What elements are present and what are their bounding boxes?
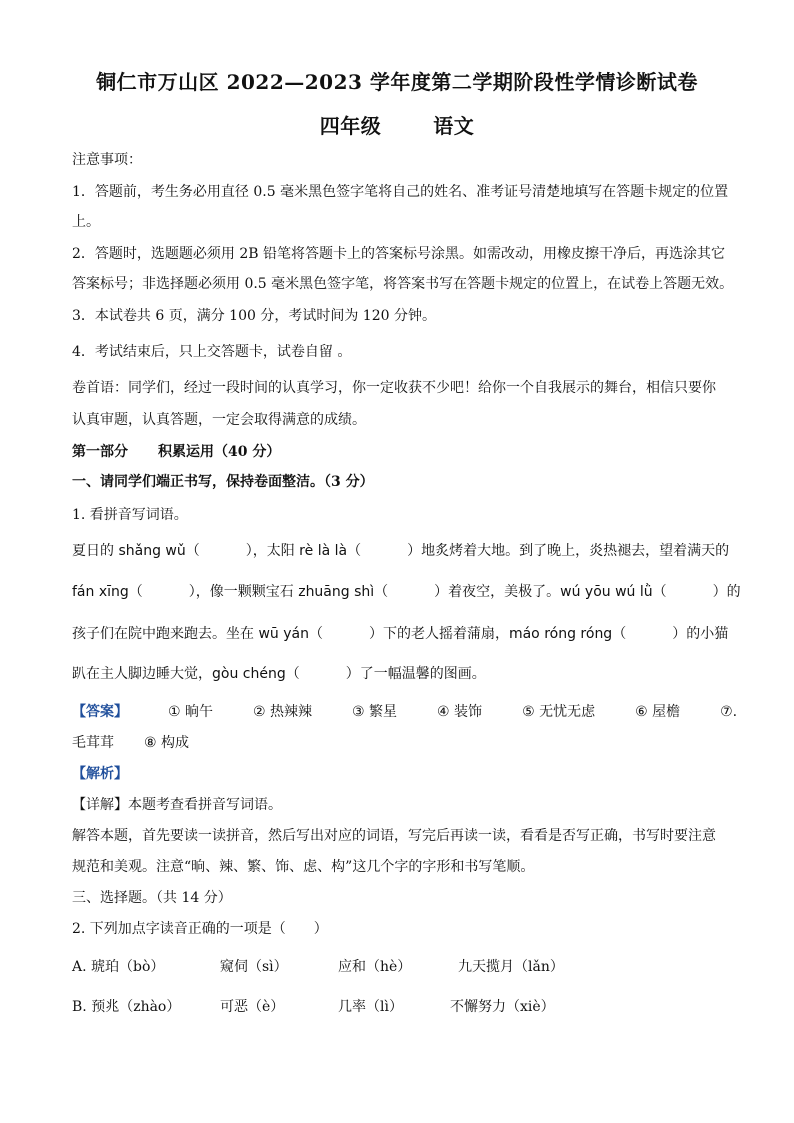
q1-text: ）的 (712, 584, 741, 600)
section1-heading: 一、请同学们端正书写，保持卷面整洁。（3 分） (72, 474, 374, 490)
q2-option-a (72, 957, 734, 977)
q1-text: 夏日的 shǎng wǔ（ (72, 543, 200, 559)
q1-text: ），像一颗颗宝石 zhuāng shì（ (188, 584, 389, 600)
q2-stem: 2. 下列加点字读音正确的一项是（ ） (72, 921, 328, 937)
q1-stem: 1. 看拼音写词语。 (72, 507, 188, 523)
option-a-word-2: 窥伺（sì） (220, 959, 288, 975)
detail-label: 【详解】 (72, 797, 128, 813)
answer-label: 【答案】 (72, 704, 128, 720)
option-b-word-2: 可恶（è） (220, 999, 285, 1015)
q1-text: ）着夜空，美极了。wú yōu wú lǜ（ (434, 584, 667, 600)
analysis-line-1: 解答本题，首先要读一读拼音，然后写出对应的词语，写完后再读一读，看看是否写正确，书写时要注意 (72, 828, 716, 844)
notice-item-2a: 2．答题时，选题题必须用 2B 铅笔将答题卡上的答案标号涂黑。如需改动，用橡皮擦干净后，再选涂其它 (72, 246, 726, 262)
q1-text: 趴在主人脚边睡大觉，gòu chéng（ (72, 666, 300, 682)
q1-paragraph-line-4 (72, 664, 734, 684)
preface-line-2: 认真审题，认真答题，一定会取得满意的成绩。 (72, 412, 366, 428)
notice-item-1b: 上。 (72, 214, 100, 230)
part1-name: 积累运用（40 分） (158, 444, 281, 460)
answer-item-7: ⑦. (720, 704, 738, 720)
option-a-word-4: 九天揽月（lǎn） (458, 959, 564, 975)
grade-label: 四年级 (319, 114, 382, 138)
exam-title: 铜仁市万山区 2022—2023 学年度第二学期阶段性学情诊断试卷 (96, 70, 698, 94)
q1-text: ）地炙烤着大地。到了晚上，炎热褪去，望着满天的 (407, 543, 730, 559)
option-b-word-1: B. 预兆（zhào） (72, 999, 181, 1015)
part1-heading (72, 442, 734, 462)
answer-item-5: ⑤ 无忧无虑 (522, 704, 596, 720)
q1-text: fán xīng（ (72, 584, 143, 600)
answer-item-6: ⑥ 屋檐 (635, 704, 681, 720)
analysis-detail (72, 795, 734, 815)
preface-line-1: 卷首语：同学们，经过一段时间的认真学习，你一定收获不少吧！给你一个自我展示的舞台，相信只要你 (72, 380, 716, 396)
notice-item-1a: 1．答题前，考生务必用直径 0.5 毫米黑色签字笔将自己的姓名、准考证号清楚地填写在答题卡规定的位置 (72, 184, 729, 200)
detail-text: 本题考查看拼音写词语。 (128, 797, 282, 813)
option-b-word-4: 不懈努力（xiè） (450, 999, 555, 1015)
answer-item-1: ① 晌午 (168, 704, 214, 720)
answer-item-3: ③ 繁星 (352, 704, 398, 720)
option-b-word-3: 几率（lì） (338, 999, 403, 1015)
option-a-word-3: 应和（hè） (338, 959, 412, 975)
q1-paragraph-line-2 (72, 582, 741, 602)
q1-text: 孩子们在院中跑来跑去。坐在 wū yán（ (72, 626, 323, 642)
part1-label: 第一部分 (72, 444, 128, 460)
notice-item-2b: 答案标号；非选择题必须用 0.5 毫米黑色签字笔，将答案书写在答题卡规定的位置上，在试卷上答题无效。 (72, 276, 734, 292)
q1-paragraph-line-1 (72, 541, 734, 561)
answer-item-8: ⑧ 构成 (144, 735, 190, 751)
analysis-label: 【解析】 (72, 766, 128, 782)
q1-text: ），太阳 rè là là（ (245, 543, 362, 559)
section3-heading: 三、选择题。（共 14 分） (72, 890, 232, 906)
answer-line-2 (72, 733, 734, 753)
notice-item-4: 4．考试结束后，只上交答题卡，试卷自留 。 (72, 344, 352, 360)
answer-item-4: ④ 装饰 (437, 704, 483, 720)
answer-line-1 (72, 702, 738, 722)
notice-heading: 注意事项： (72, 152, 142, 168)
exam-subtitle (0, 110, 794, 139)
q1-text: ）的小猫 (672, 626, 729, 642)
option-a-word-1: A. 琥珀（bò） (72, 959, 165, 975)
analysis-line-2: 规范和美观。注意“晌、辣、繁、饰、虑、构”这几个字的字形和书写笔顺。 (72, 859, 535, 875)
q1-text: ）下的老人摇着蒲扇，máo róng róng（ (368, 626, 627, 642)
notice-item-3: 3．本试卷共 6 页，满分 100 分，考试时间为 120 分钟。 (72, 308, 436, 324)
q1-paragraph-line-3 (72, 624, 734, 644)
answer-item-7-word: 毛茸茸 (72, 735, 114, 751)
subject-label: 语文 (433, 114, 475, 138)
q2-option-b (72, 997, 734, 1017)
answer-item-2: ② 热辣辣 (253, 704, 313, 720)
q1-text: ）了一幅温馨的图画。 (345, 666, 486, 682)
